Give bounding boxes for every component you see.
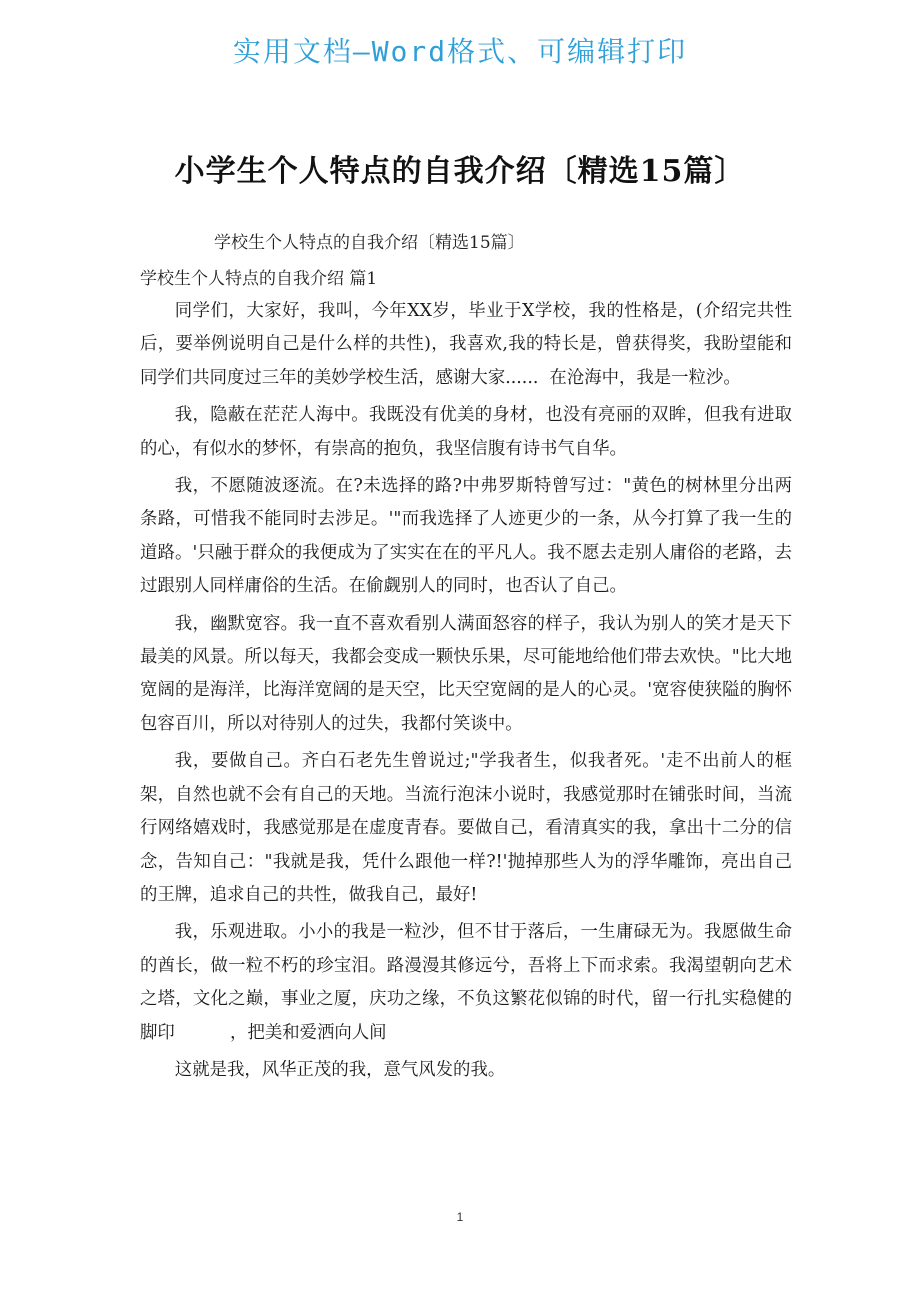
document-body [140,295,792,1091]
paragraph-5: 我，要做自己。齐白石老先生曾说过;"学我者生，似我者死。'走不出前人的框架，自然也就不会有自己的天地。当流行泡沫小说时，我感觉那时在铺张时间，当流行网络嬉戏时，我感觉那是在虚度青春。要做自己，看清真实的我，拿出十二分的信念，告知自己："我就是我，凭什么跟他一样?!'抛掉那些人为的浮华雕饰，亮出自己的王牌，追求自己的共性，做我自己，最好! [140,751,792,905]
document-subtitle: 学校生个人特点的自我介绍〔精选15篇〕 [214,233,525,253]
paragraph-3: 我，不愿随波逐流。在?未选择的路?中弗罗斯特曾写过："黄色的树林里分出两条路，可惜我不能同时去涉足。'"而我选择了人迹更少的一条，从今打算了我一生的道路。'只融于群众的我便成为了实实在在的平凡人。我不愿去走别人庸俗的老路，去过跟别人同样庸俗的生活。在偷觑别人的同时，也否认了自己。 [140,476,792,597]
page-number: 1 [456,1210,464,1224]
section-heading: 学校生个人特点的自我介绍 篇1 [140,269,378,289]
paragraph-7: 这就是我，风华正茂的我，意气风发的我。 [174,1059,506,1080]
document-title: 小学生个人特点的自我介绍〔精选15篇〕 [174,154,746,189]
document-banner: 实用文档—Word格式、可编辑打印 [232,35,688,68]
paragraph-1: 同学们，大家好，我叫，今年XX岁，毕业于X学校，我的性格是，(介绍完共性后，要举例说明自己是什么样的共性)，我喜欢,我的特长是，曾获得奖，我盼望能和同学们共同度过三年的美妙学校生活，感谢大家...... 在沧海中，我是一粒沙。 [140,301,792,388]
paragraph-6: 我，乐观进取。小小的我是一粒沙，但不甘于落后，一生庸碌无为。我愿做生命的酋长，做一粒不朽的珍宝泪。路漫漫其修远兮，吾将上下而求索。我渴望朝向艺术之塔，文化之巅，事业之厦，庆功之缘，不负这繁花似锦的时代，留一行扎实稳健的脚印 ，把美和爱洒向人间 [140,922,792,1043]
paragraph-2: 我，隐蔽在茫茫人海中。我既没有优美的身材，也没有亮丽的双眸，但我有进取的心，有似水的梦怀，有崇高的抱负，我坚信腹有诗书气自华。 [140,405,792,459]
paragraph-4: 我，幽默宽容。我一直不喜欢看别人满面怒容的样子，我认为别人的笑才是天下最美的风景。所以每天，我都会变成一颗快乐果，尽可能地给他们带去欢快。"比大地宽阔的是海洋，比海洋宽阔的是天空，比天空宽阔的是人的心灵。'宽容使狭隘的胸怀包容百川，所以对待别人的过失，我都付笑谈中。 [140,613,792,734]
